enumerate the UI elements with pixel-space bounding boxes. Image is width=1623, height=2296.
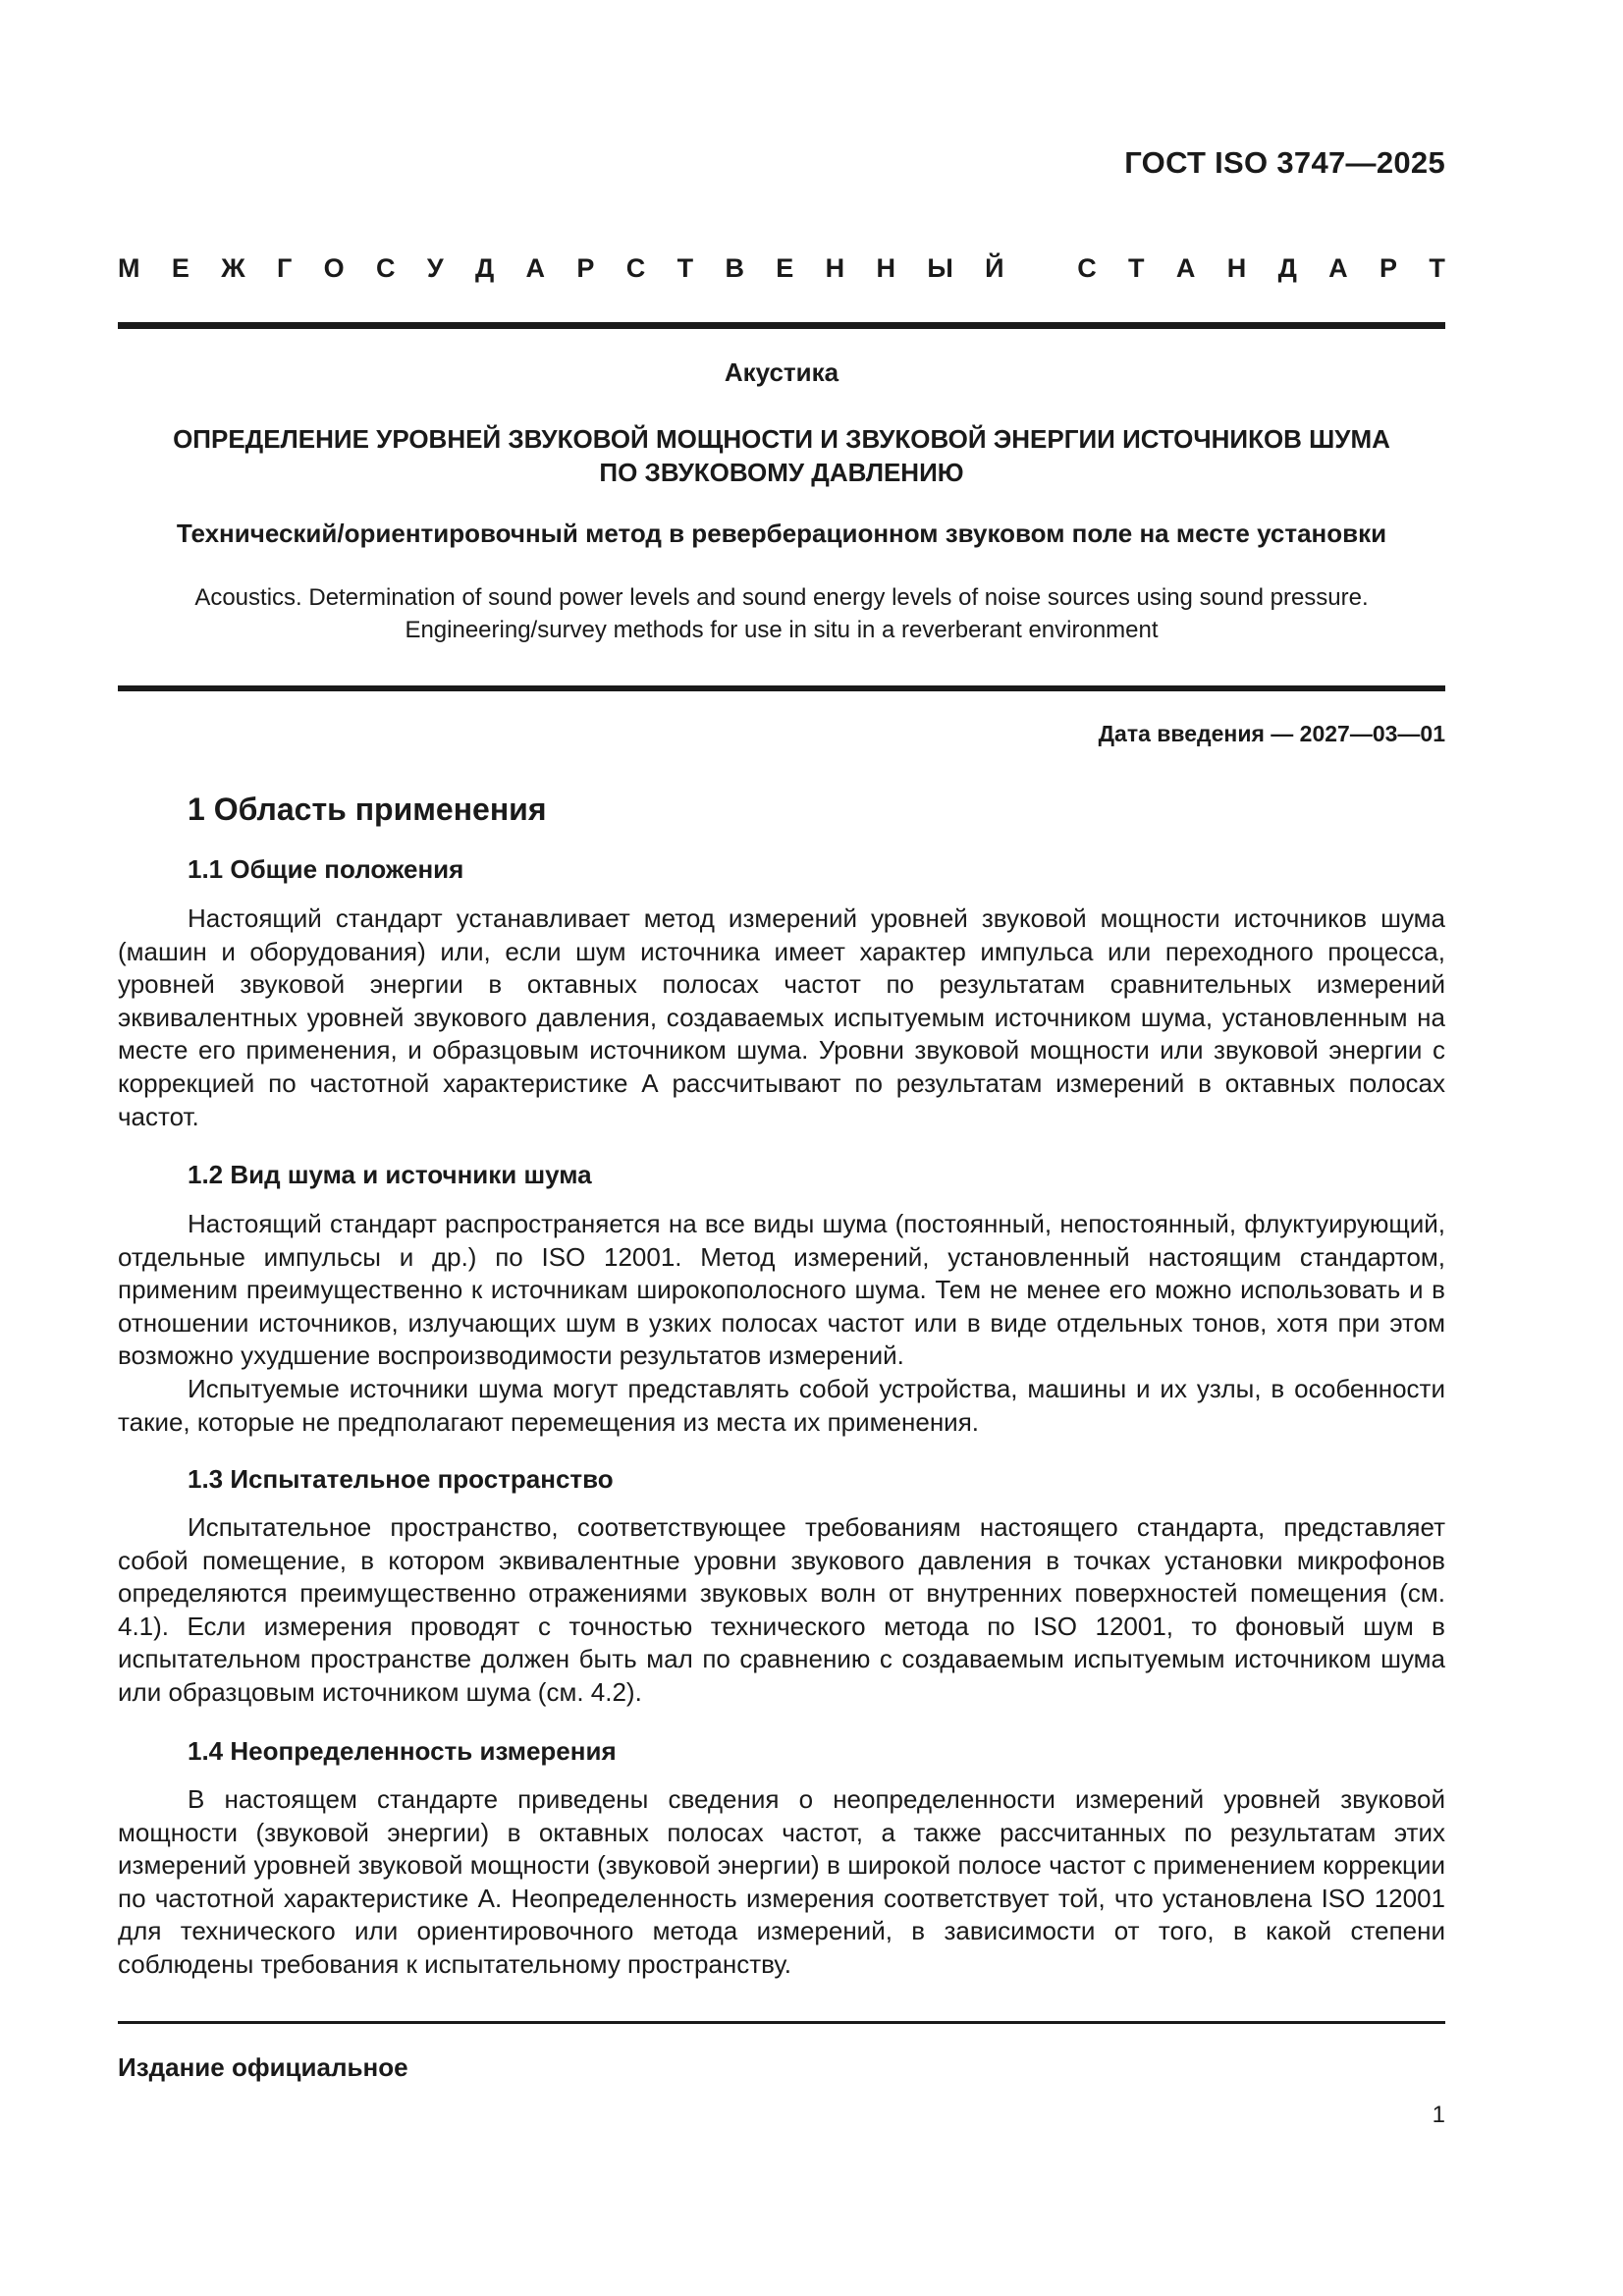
subsection-body bbox=[118, 1783, 1445, 1982]
header-letter: Г bbox=[276, 253, 293, 283]
standard-type-header bbox=[118, 253, 1445, 284]
subsection-body bbox=[118, 1208, 1445, 1439]
header-letter: У bbox=[426, 253, 444, 283]
footer-divider bbox=[118, 2021, 1445, 2024]
header-spacer bbox=[1036, 253, 1046, 284]
header-letter: С bbox=[625, 253, 646, 283]
header-letter: В bbox=[725, 253, 744, 283]
method-subtitle: Технический/ориентировочный метод в реверберационном звуковом поле на месте установки bbox=[176, 519, 1387, 548]
section-heading: 1 Область применения bbox=[188, 792, 547, 827]
document-page bbox=[118, 0, 1445, 2296]
paragraph: Настоящий стандарт распространяется на все виды шума (постоянный, непостоянный, флуктуирующий, отдельные импульсы и др.) по ISO 12001. Метод измерений, установленный настоящим стандартом, применим преимущественно к источникам широкополосного шума. Тем не менее его можно использовать и в отношении источников, излучающих шум в узких полосах частот или в виде отдельных тонов, хотя при этом возможно ухудшение воспроизводимости результатов измерений. bbox=[118, 1209, 1445, 1371]
subsection-heading: 1.1 Общие положения bbox=[188, 854, 464, 884]
header-divider bbox=[118, 322, 1445, 329]
header-letter: Ж bbox=[221, 253, 245, 283]
page-number: 1 bbox=[1432, 2102, 1445, 2128]
main-title-line: ОПРЕДЕЛЕНИЕ УРОВНЕЙ ЗВУКОВОЙ МОЩНОСТИ И ЗВУКОВОЙ ЭНЕРГИИ ИСТОЧНИКОВ ШУМА bbox=[173, 424, 1390, 454]
field-title: Акустика bbox=[724, 357, 839, 387]
header-letter: Ы bbox=[927, 253, 953, 283]
header-letter: Е bbox=[171, 253, 189, 283]
english-title bbox=[118, 581, 1445, 646]
header-letter: Д bbox=[474, 253, 495, 283]
header-letter: Н bbox=[1226, 253, 1247, 283]
subsection-body bbox=[118, 1511, 1445, 1710]
standard-designation: ГОСТ ISO 3747—2025 bbox=[1124, 145, 1445, 180]
subsection-heading: 1.4 Неопределенность измерения bbox=[188, 1736, 617, 1766]
main-title bbox=[118, 422, 1445, 489]
paragraph: Испытуемые источники шума могут представлять собой устройства, машины и их узлы, в особенности такие, которые не предполагают перемещения из места их применения. bbox=[118, 1373, 1445, 1437]
header-letter: Р bbox=[1380, 253, 1398, 283]
paragraph: В настоящем стандарте приведены сведения о неопределенности измерений уровней звуковой мощности (звуковой энергии) в октавных полосах частот, а также рассчитанных по результатам этих измерений уровней звуковой мощности (звуковой энергии) в широкой полосе частот с применением коррекции по частотной характеристике А. Неопределенность измерения соответствует той, что установлена ISO 12001 для технического или ориентировочного метода измерений, в зависимости от того, в какой степени соблюдены требования к испытательному пространству. bbox=[118, 1784, 1445, 1979]
header-letter: М bbox=[118, 253, 140, 283]
header-letter: Т bbox=[676, 253, 694, 283]
introduction-date: Дата введения — 2027—03—01 bbox=[1098, 721, 1445, 746]
edition-label: Издание официальное bbox=[118, 2052, 408, 2082]
header-letter: С bbox=[1077, 253, 1097, 283]
header-letter: Й bbox=[985, 253, 1004, 283]
header-letter: А bbox=[525, 253, 546, 283]
header-letter: Е bbox=[776, 253, 794, 283]
paragraph: Настоящий стандарт устанавливает метод измерений уровней звуковой мощности источников шума (машин и оборудования) или, если шум источника имеет характер импульса или переходного процесса, уровней звуковой энергии в октавных полосах частот по результатам сравнительных измерений эквивалентных уровней звукового давления, создаваемых испытуемым источником шума, установленным на месте его применения, и образцовым источником шума. Уровни звуковой мощности или звуковой энергии с коррекцией по частотной характеристике А рассчитывают по результатам измерений в октавных полосах частот. bbox=[118, 903, 1445, 1131]
english-title-line: Acoustics. Determination of sound power levels and sound energy levels of noise sources using sound pressure. bbox=[194, 584, 1369, 611]
header-letter: О bbox=[323, 253, 345, 283]
header-letter: А bbox=[1175, 253, 1196, 283]
header-letter: Т bbox=[1128, 253, 1145, 283]
paragraph: Испытательное пространство, соответствующее требованиям настоящего стандарта, представляет собой помещение, в котором эквивалентные уровни звукового давления в точках установки микрофонов определяются преимущественно отражениями звуковых волн от внутренних поверхностей помещения (см. 4.1). Если измерения проводят с точностью технического метода по ISO 12001, то фоновый шум в испытательном пространстве должен быть мал по сравнению с создаваемым испытуемым источником шума или образцовым источником шума (см. 4.2). bbox=[118, 1512, 1445, 1707]
header-letter: Д bbox=[1277, 253, 1297, 283]
subsection-body bbox=[118, 902, 1445, 1133]
subsection-heading: 1.2 Вид шума и источники шума bbox=[188, 1160, 592, 1189]
main-title-line: ПО ЗВУКОВОМУ ДАВЛЕНИЮ bbox=[599, 458, 964, 487]
title-divider bbox=[118, 685, 1445, 691]
header-letter: С bbox=[375, 253, 396, 283]
header-letter: Н bbox=[876, 253, 895, 283]
header-letter: Н bbox=[825, 253, 845, 283]
subsection-heading: 1.3 Испытательное пространство bbox=[188, 1464, 614, 1494]
header-letter: А bbox=[1328, 253, 1348, 283]
header-letter: Р bbox=[576, 253, 595, 283]
english-title-line: Engineering/survey methods for use in situ in a reverberant environment bbox=[405, 617, 1159, 643]
header-letter: Т bbox=[1429, 253, 1445, 283]
